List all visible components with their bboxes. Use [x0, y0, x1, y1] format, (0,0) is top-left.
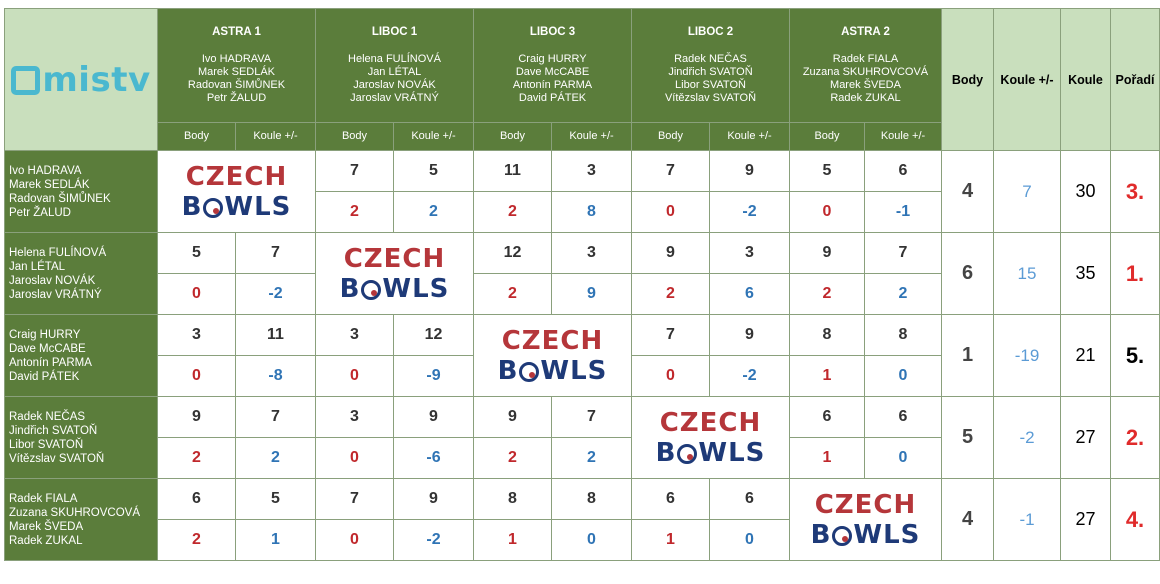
total-body: 1 — [942, 315, 994, 397]
row-team-3 — [5, 397, 158, 479]
match-koule-diff: -6 — [394, 438, 474, 479]
rank: 4. — [1111, 479, 1160, 561]
czech-bowls-logo — [632, 397, 790, 479]
sub-header-body: Body — [158, 123, 236, 151]
match-koule: 9 — [710, 315, 790, 356]
match-points: 2 — [474, 192, 552, 233]
sub-header-koule-diff: Koule +/- — [710, 123, 790, 151]
total-koule: 30 — [1061, 151, 1111, 233]
match-koule-diff: 0 — [865, 356, 942, 397]
match-points: 0 — [158, 356, 236, 397]
bowl-ball-icon — [519, 362, 539, 382]
sub-header-koule-diff: Koule +/- — [394, 123, 474, 151]
match-body: 3 — [158, 315, 236, 356]
summary-header-poradi: Pořadí — [1111, 9, 1160, 151]
match-koule: 3 — [710, 233, 790, 274]
match-koule: 12 — [394, 315, 474, 356]
logo-square-icon — [11, 66, 40, 95]
match-koule-diff: -9 — [394, 356, 474, 397]
row-player-name: Jan LÉTAL — [9, 260, 66, 273]
row-team-2 — [5, 315, 158, 397]
czech-bowls-wls: WLS — [540, 355, 608, 386]
match-koule-diff: -8 — [236, 356, 316, 397]
match-points: 0 — [316, 356, 394, 397]
match-points: 2 — [790, 274, 865, 315]
match-koule-diff: 0 — [552, 520, 632, 561]
match-body: 3 — [316, 397, 394, 438]
match-koule: 3 — [552, 151, 632, 192]
bowl-ball-icon — [203, 198, 223, 218]
match-points: 0 — [790, 192, 865, 233]
row-player-name: Zuzana SKUHROVCOVÁ — [9, 506, 141, 519]
row-player-name: Vítězslav SVATOŇ — [9, 452, 105, 465]
total-koule-diff: 15 — [994, 233, 1061, 315]
total-koule: 27 — [1061, 479, 1111, 561]
match-body: 11 — [474, 151, 552, 192]
total-body: 5 — [942, 397, 994, 479]
match-koule-diff: 0 — [710, 520, 790, 561]
match-body: 9 — [474, 397, 552, 438]
match-points: 1 — [790, 438, 865, 479]
czech-bowls-top: CZECH — [343, 243, 446, 274]
match-points: 2 — [474, 274, 552, 315]
match-koule-diff: 2 — [865, 274, 942, 315]
team-header-1: LIBOC 1 Helena FULÍNOVÁ Jan LÉTAL Jaroslav NOVÁK Jaroslav VRÁTNÝ — [316, 9, 474, 123]
czech-bowls-b: B — [655, 437, 677, 468]
row-player-name: David PÁTEK — [9, 370, 80, 383]
total-body: 4 — [942, 151, 994, 233]
match-koule: 3 — [552, 233, 632, 274]
czech-bowls-bottom — [790, 520, 941, 550]
match-koule: 5 — [394, 151, 474, 192]
match-points: 2 — [632, 274, 710, 315]
match-koule: 8 — [552, 479, 632, 520]
match-koule: 11 — [236, 315, 316, 356]
match-koule: 7 — [552, 397, 632, 438]
match-koule-diff: 2 — [394, 192, 474, 233]
match-body: 5 — [158, 233, 236, 274]
row-player-name: Antonín PARMA — [9, 356, 92, 369]
match-points: 2 — [158, 438, 236, 479]
match-points: 0 — [632, 192, 710, 233]
match-koule-diff: 9 — [552, 274, 632, 315]
match-koule-diff: 2 — [236, 438, 316, 479]
match-body: 9 — [158, 397, 236, 438]
row-team-0 — [5, 151, 158, 233]
match-points: 2 — [316, 192, 394, 233]
row-player-name: Jaroslav NOVÁK — [9, 274, 96, 287]
czech-bowls-b: B — [339, 273, 361, 304]
match-koule-diff: -2 — [236, 274, 316, 315]
row-player-name: Craig HURRY — [9, 328, 81, 341]
czech-bowls-bottom — [632, 438, 789, 468]
czech-bowls-logo — [158, 151, 316, 233]
total-koule-diff: -1 — [994, 479, 1061, 561]
match-body: 7 — [632, 151, 710, 192]
match-points: 2 — [158, 520, 236, 561]
match-points: 0 — [316, 520, 394, 561]
sub-header-koule-diff: Koule +/- — [552, 123, 632, 151]
match-koule: 6 — [710, 479, 790, 520]
row-player-name: Marek SEDLÁK — [9, 178, 90, 191]
row-player-name: Libor SVATOŇ — [9, 438, 84, 451]
summary-header-koule-diff: Koule +/- — [994, 9, 1061, 151]
czech-bowls-wls: WLS — [698, 437, 766, 468]
match-koule: 9 — [394, 397, 474, 438]
team-header-4: ASTRA 2 Radek FIALA Zuzana SKUHROVCOVÁ Marek ŠVEDA Radek ZUKAL — [790, 9, 942, 123]
match-body: 7 — [316, 151, 394, 192]
match-koule-diff: -2 — [710, 356, 790, 397]
total-koule-diff: 7 — [994, 151, 1061, 233]
team-header-2: LIBOC 3 Craig HURRY Dave McCABE Antonín PARMA David PÁTEK — [474, 9, 632, 123]
match-points: 1 — [474, 520, 552, 561]
sub-header-body: Body — [632, 123, 710, 151]
row-player-name: Helena FULÍNOVÁ — [9, 246, 107, 259]
czech-bowls-b: B — [497, 355, 519, 386]
match-body: 6 — [790, 397, 865, 438]
czech-bowls-wls: WLS — [853, 519, 921, 550]
match-points: 2 — [474, 438, 552, 479]
match-koule: 9 — [710, 151, 790, 192]
row-player-name: Jindřich SVATOŇ — [9, 424, 98, 437]
team-header-0: ASTRA 1 Ivo HADRAVA Marek SEDLÁK Radovan ŠIMŮNEK Petr ŽALUD — [158, 9, 316, 123]
match-koule: 6 — [865, 397, 942, 438]
sub-header-koule-diff: Koule +/- — [865, 123, 942, 151]
row-player-name: Radovan ŠIMŮNEK — [9, 192, 111, 205]
rank: 5. — [1111, 315, 1160, 397]
match-koule: 6 — [865, 151, 942, 192]
summary-header-body: Body — [942, 9, 994, 151]
match-points: 1 — [632, 520, 710, 561]
total-body: 4 — [942, 479, 994, 561]
sub-header-koule-diff: Koule +/- — [236, 123, 316, 151]
czech-bowls-logo — [474, 315, 632, 397]
czech-bowls-logo — [316, 233, 474, 315]
match-body: 6 — [632, 479, 710, 520]
team-header-3: LIBOC 2 Radek NEČAS Jindřich SVATOŇ Libor SVATOŇ Vítězslav SVATOŇ — [632, 9, 790, 123]
match-koule: 9 — [394, 479, 474, 520]
czech-bowls-top: CZECH — [501, 325, 604, 356]
row-player-name: Ivo HADRAVA — [9, 164, 82, 177]
sub-header-body: Body — [316, 123, 394, 151]
czech-bowls-top: CZECH — [814, 489, 917, 520]
czech-bowls-b: B — [181, 191, 203, 222]
czech-bowls-wls: WLS — [382, 273, 450, 304]
czech-bowls-top: CZECH — [185, 161, 288, 192]
match-koule-diff: 1 — [236, 520, 316, 561]
match-koule-diff: 8 — [552, 192, 632, 233]
sub-header-body: Body — [790, 123, 865, 151]
match-body: 7 — [632, 315, 710, 356]
czech-bowls-wls: WLS — [224, 191, 292, 222]
results-table — [4, 8, 1160, 561]
total-body: 6 — [942, 233, 994, 315]
match-body: 12 — [474, 233, 552, 274]
match-koule-diff: 2 — [552, 438, 632, 479]
czech-bowls-logo — [790, 479, 942, 561]
total-koule: 21 — [1061, 315, 1111, 397]
match-body: 9 — [790, 233, 865, 274]
czech-bowls-bottom — [474, 356, 631, 386]
czech-bowls-bottom — [158, 192, 315, 222]
row-player-name: Dave McCABE — [9, 342, 86, 355]
match-points: 0 — [632, 356, 710, 397]
match-points: 1 — [790, 356, 865, 397]
bowl-ball-icon — [677, 444, 697, 464]
total-koule: 27 — [1061, 397, 1111, 479]
match-koule-diff: -2 — [394, 520, 474, 561]
rank: 2. — [1111, 397, 1160, 479]
total-koule: 35 — [1061, 233, 1111, 315]
summary-header-koule: Koule — [1061, 9, 1111, 151]
bowl-ball-icon — [361, 280, 381, 300]
match-body: 8 — [474, 479, 552, 520]
row-player-name: Jaroslav VRÁTNÝ — [9, 288, 102, 301]
total-koule-diff: -2 — [994, 397, 1061, 479]
czech-bowls-b: B — [810, 519, 832, 550]
match-koule-diff: -2 — [710, 192, 790, 233]
row-team-4 — [5, 479, 158, 561]
match-koule: 5 — [236, 479, 316, 520]
total-koule-diff: -19 — [994, 315, 1061, 397]
row-player-name: Petr ŽALUD — [9, 206, 71, 219]
row-player-name: Radek FIALA — [9, 492, 78, 505]
row-player-name: Radek ZUKAL — [9, 534, 83, 547]
row-player-name: Radek NEČAS — [9, 410, 86, 423]
row-team-1 — [5, 233, 158, 315]
bowl-ball-icon — [832, 526, 852, 546]
logo-text: mistv — [42, 59, 151, 100]
match-body: 6 — [158, 479, 236, 520]
match-body: 5 — [790, 151, 865, 192]
match-koule-diff: -1 — [865, 192, 942, 233]
match-koule: 7 — [236, 233, 316, 274]
match-koule: 7 — [865, 233, 942, 274]
czech-bowls-bottom — [316, 274, 473, 304]
match-body: 8 — [790, 315, 865, 356]
match-koule-diff: 6 — [710, 274, 790, 315]
match-koule: 8 — [865, 315, 942, 356]
row-player-name: Marek ŠVEDA — [9, 520, 84, 533]
czech-bowls-top: CZECH — [659, 407, 762, 438]
rank: 3. — [1111, 151, 1160, 233]
match-points: 0 — [316, 438, 394, 479]
rank: 1. — [1111, 233, 1160, 315]
match-body: 7 — [316, 479, 394, 520]
logo — [5, 9, 158, 151]
match-points: 0 — [158, 274, 236, 315]
match-body: 9 — [632, 233, 710, 274]
sub-header-body: Body — [474, 123, 552, 151]
match-koule-diff: 0 — [865, 438, 942, 479]
match-koule: 7 — [236, 397, 316, 438]
match-body: 3 — [316, 315, 394, 356]
